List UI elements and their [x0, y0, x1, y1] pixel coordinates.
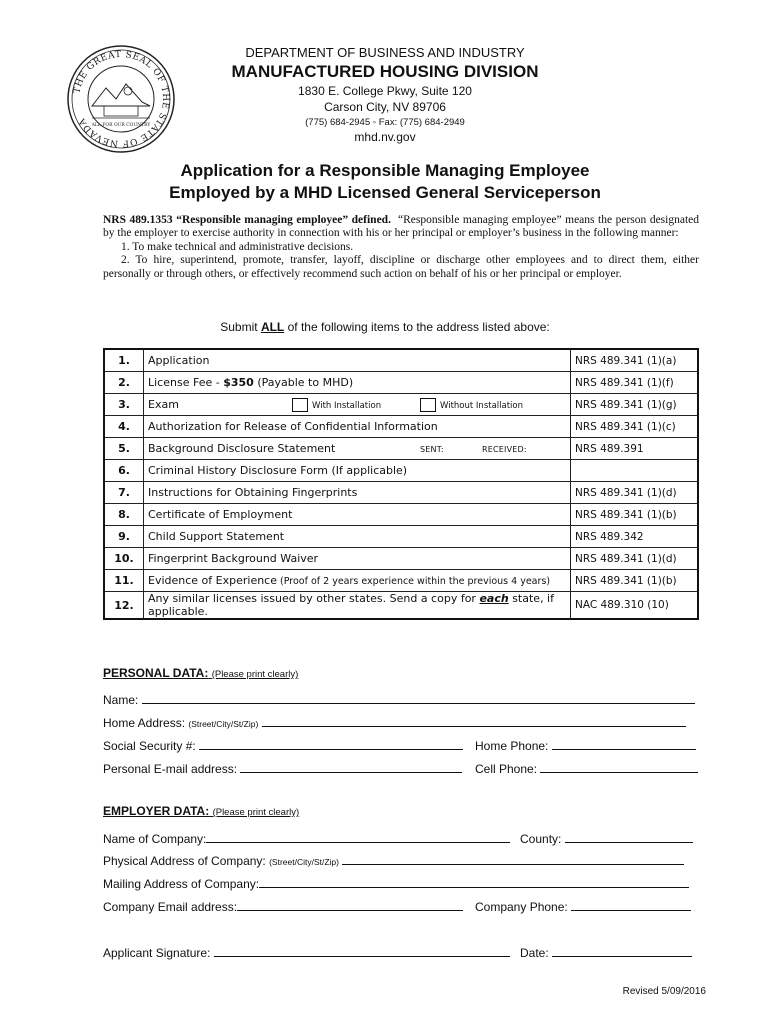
physical-address-field[interactable]: Physical Address of Company: (Street/City/St/Zip) [103, 853, 684, 868]
employer-data-heading: EMPLOYER DATA: (Please print clearly) [103, 804, 300, 818]
table-row: 9. Child Support Statement NRS 489.342 [104, 526, 698, 548]
table-row: 1. Application NRS 489.341 (1)(a) [104, 349, 698, 372]
nrs-heading: NRS 489.1353 “Responsible managing employee” defined. [103, 214, 391, 226]
department-name: DEPARTMENT OF BUSINESS AND INDUSTRY [245, 45, 525, 60]
county-field[interactable]: County: [520, 831, 693, 846]
nrs-item-1: 1. To make technical and administrative decisions. [121, 240, 354, 253]
table-row: 7. Instructions for Obtaining Fingerprints NRS 489.341 (1)(d) [104, 482, 698, 504]
svg-text:THE GREAT SEAL OF THE STATE OF: THE GREAT SEAL OF THE STATE OF NEVADA [72, 49, 171, 149]
without-installation-label: Without Installation [440, 400, 523, 411]
revision-date: Revised 5/09/2016 [622, 986, 706, 997]
table-row: 5. Background Disclosure Statement SENT: RECEIVED: NRS 489.391 [104, 438, 698, 460]
table-row: 4. Authorization for Release of Confidential Information NRS 489.341 (1)(c) [104, 416, 698, 438]
address-line1: 1830 E. College Pkwy, Suite 120 [298, 84, 472, 98]
table-row: 8. Certificate of Employment NRS 489.341 (1)(b) [104, 504, 698, 526]
date-field[interactable]: Date: [520, 945, 692, 960]
home-address-field[interactable]: Home Address: (Street/City/St/Zip) [103, 715, 686, 730]
without-installation-checkbox[interactable] [420, 398, 436, 412]
personal-email-field[interactable]: Personal E-mail address: [103, 761, 462, 776]
table-row: 2. License Fee - $350 (Payable to MHD) NRS 489.341 (1)(f) [104, 372, 698, 394]
form-title-line1: Application for a Responsible Managing Employee [180, 161, 590, 180]
division-name: MANUFACTURED HOUSING DIVISION [231, 62, 539, 81]
home-phone-field[interactable]: Home Phone: [475, 738, 696, 753]
sent-label: SENT: [420, 445, 444, 454]
nrs-intro: “Responsible managing employee” means the person designated by the employer to exercise authority in connection with his or her principal or employer’s business in the following manner: [103, 214, 699, 240]
personal-data-heading: PERSONAL DATA: (Please print clearly) [103, 666, 299, 680]
cell-phone-field[interactable]: Cell Phone: [475, 761, 698, 776]
phone-fax: (775) 684-2945 ◦ Fax: (775) 684-2949 [305, 117, 465, 128]
table-row: 6. Criminal History Disclosure Form (If applicable) [104, 460, 698, 482]
applicant-signature-field[interactable]: Applicant Signature: [103, 945, 510, 960]
company-phone-field[interactable]: Company Phone: [475, 899, 691, 914]
with-installation-checkbox[interactable] [292, 398, 308, 412]
table-row: 10. Fingerprint Background Waiver NRS 489.341 (1)(d) [104, 548, 698, 570]
ssn-field[interactable]: Social Security #: [103, 738, 463, 753]
company-email-field[interactable]: Company Email address: [103, 899, 463, 914]
table-row: 11. Evidence of Experience (Proof of 2 years experience within the previous 4 years) NRS 489.341 (1)(b) [104, 570, 698, 592]
mailing-address-field[interactable]: Mailing Address of Company: [103, 876, 689, 891]
address-line2: Carson City, NV 89706 [324, 100, 446, 114]
nrs-definition [103, 214, 699, 281]
with-installation-label: With Installation [312, 400, 382, 411]
nrs-item-2: 2. To hire, superintend, promote, transfer, layoff, discipline or discharge other employees and to direct them, either personally or through others, or effectively recommend such action on behalf of his or her principal or employer. [103, 254, 699, 280]
website-link[interactable]: mhd.nv.gov [354, 130, 416, 144]
table-row: 12. Any similar licenses issued by other states. Send a copy for each state, if applicable. NAC 489.310 (10) [104, 592, 698, 620]
table-row: 3. Exam With Installation Without Installation NRS 489.341 (1)(g) [104, 394, 698, 416]
company-name-field[interactable]: Name of Company: [103, 831, 510, 846]
form-title-line2: Employed by a MHD Licensed General Serviceperson [169, 183, 601, 202]
received-label: RECEIVED: [482, 445, 527, 454]
submit-instructions: Submit ALL of the following items to the address listed above: [220, 320, 550, 334]
name-field[interactable]: Name: [103, 692, 695, 707]
svg-text:ALL FOR OUR COUNTRY: ALL FOR OUR COUNTRY [91, 123, 151, 128]
required-items-table [103, 348, 699, 620]
